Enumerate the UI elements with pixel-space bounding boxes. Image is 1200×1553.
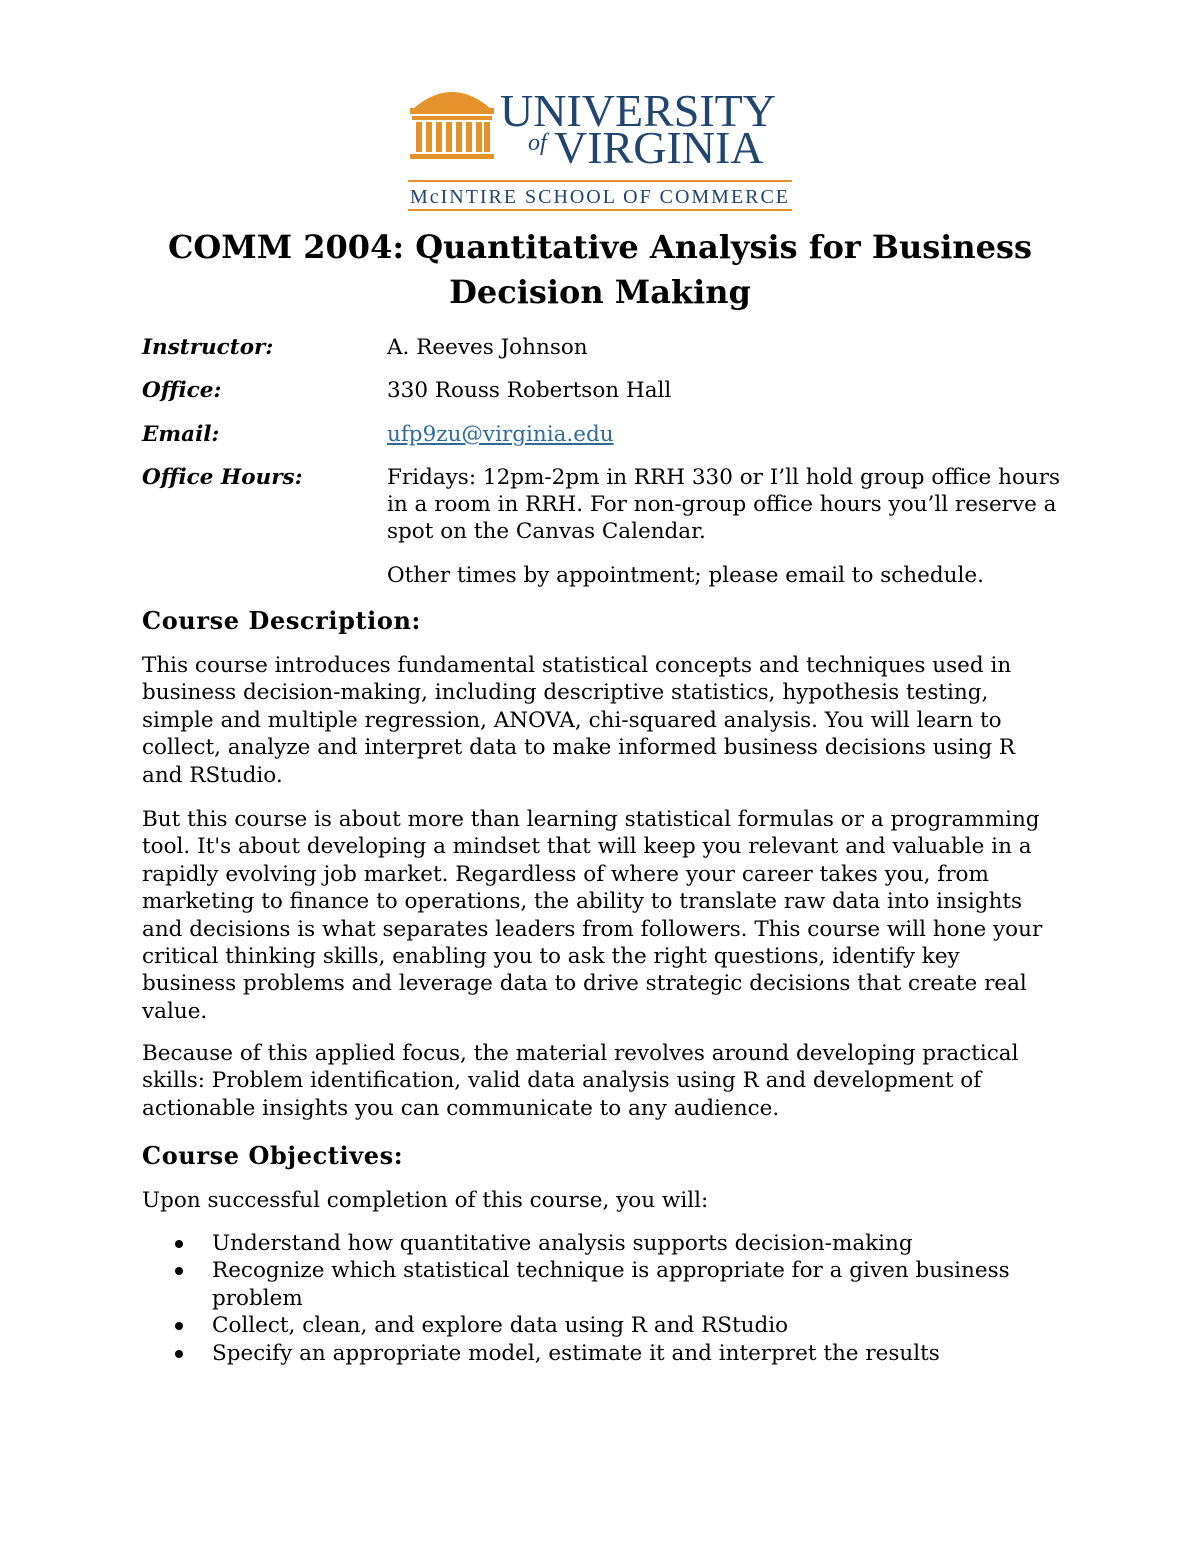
list-item <box>142 1230 1052 1257</box>
logo-of-text: of <box>528 130 547 156</box>
bullet-icon <box>175 1240 183 1248</box>
instructor-value: A. Reeves Johnson <box>387 335 588 360</box>
objective-text: Understand how quantitative analysis supports decision-making <box>212 1231 913 1256</box>
list-item <box>142 1340 1052 1367</box>
email-label: Email: <box>142 422 220 447</box>
office-value: 330 Rouss Robertson Hall <box>387 378 672 403</box>
uva-mcintire-logo <box>408 78 792 216</box>
objectives-intro: Upon successful completion of this course, you will: <box>142 1188 709 1213</box>
objective-text: Collect, clean, and explore data using R and RStudio <box>212 1313 789 1339</box>
office-hours-label: Office Hours: <box>142 465 303 490</box>
objective-text: Specify an appropriate model, estimate it and interpret the results <box>212 1340 940 1366</box>
instructor-label: Instructor: <box>142 335 274 360</box>
bullet-icon <box>175 1322 183 1330</box>
description-paragraph-3: Because of this applied focus, the material revolves around developing practical skills: Problem identification, valid data analysis using R and development of actionable insights you can communicate to any audience. <box>142 1041 1019 1121</box>
description-paragraph-2: But this course is about more than learning statistical formulas or a programming tool. It's about developing a mindset that will keep you relevant and valuable in a rapidly evolving job market. Regardless of where your career takes you, from marketing to finance to operations, the ability to translate raw data into insights and decisions is what separates leaders from followers. This course will hone your critical thinking skills, enabling you to ask the right questions, identify key business problems and leverage data to drive strategic decisions that create real value. <box>142 807 1043 1024</box>
description-paragraph-1: This course introduces fundamental statistical concepts and techniques used in business decision-making, including descriptive statistics, hypothesis testing, simple and multiple regression, ANOVA, chi-squared analysis. You will learn to collect, analyze and interpret data to make informed business decisions using R and RStudio. <box>142 653 1016 788</box>
course-title: COMM 2004: Quantitative Analysis for Business Decision Making <box>167 228 1033 311</box>
bullet-icon <box>175 1350 183 1358</box>
logo-virginia-text: VIRGINIA <box>554 122 764 173</box>
list-item <box>142 1312 1052 1339</box>
office-hours-value: Fridays: 12pm-2pm in RRH 330 or I’ll hold group office hours in a room in RRH. For non-group office hours you’ll reserve a spot on the Canvas Calendar. <box>387 465 1061 544</box>
office-label: Office: <box>142 378 222 403</box>
bullet-icon <box>175 1267 183 1275</box>
email-link[interactable]: ufp9zu@virginia.edu <box>387 422 614 447</box>
appointment-text: Other times by appointment; please email to schedule. <box>387 563 984 588</box>
objective-text: Recognize which statistical technique is appropriate for a given business problem <box>212 1258 1010 1311</box>
logo-school-text: McINTIRE SCHOOL OF COMMERCE <box>410 186 788 208</box>
objectives-list <box>142 1230 1052 1367</box>
course-objectives-heading: Course Objectives: <box>142 1141 404 1170</box>
course-description-heading: Course Description: <box>142 606 422 635</box>
rotunda-icon <box>410 92 494 159</box>
logo-university-text: UNIVERSITY <box>500 85 776 136</box>
list-item <box>142 1257 1052 1312</box>
